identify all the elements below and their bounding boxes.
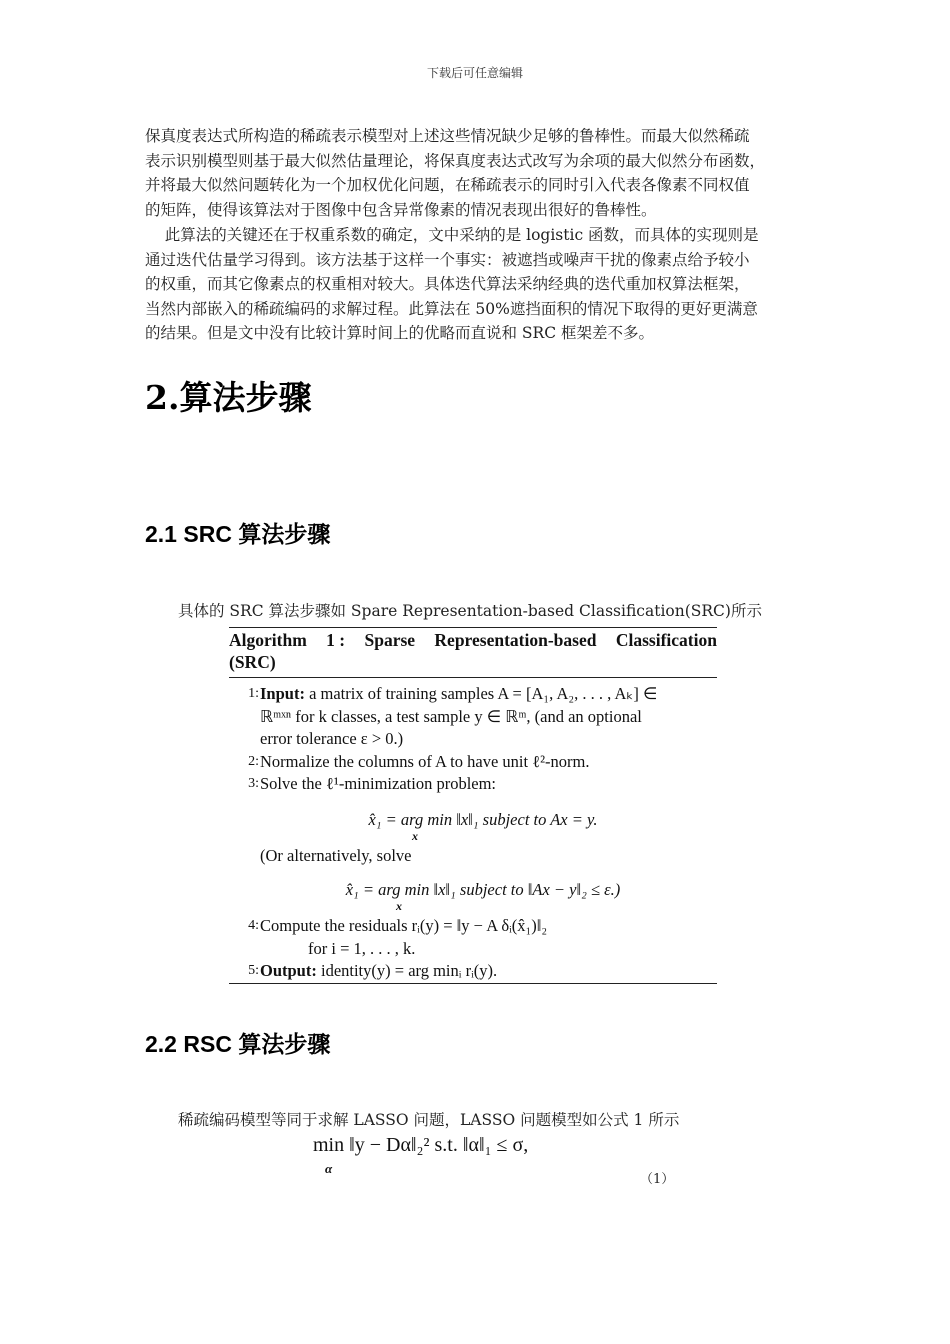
algorithm-box — [229, 627, 717, 983]
step-number: 1: — [248, 686, 259, 701]
algorithm-title-word: (SRC) — [229, 652, 276, 672]
step-text: Compute the residuals rᵢ(y) = ‖y − A δᵢ(x̂₁)‖₂ — [260, 916, 548, 935]
step-number: 4: — [248, 918, 259, 933]
algorithm-equation-2 — [229, 879, 717, 915]
equation-subscript: α — [325, 1161, 333, 1176]
algorithm-title-word: Algorithm — [229, 630, 307, 650]
paragraph-line: 表示识别模型则基于最大似然估量理论，将保真度表达式改写为余项的最大似然分布函数， — [145, 151, 766, 170]
step-text: Solve the ℓ¹-minimization problem: — [260, 774, 497, 793]
equation-subscript: x — [412, 828, 418, 843]
algorithm-step-1 — [229, 683, 717, 706]
algorithm-title-word: Representation-based — [434, 630, 597, 650]
page-header: 下载后可任意编辑 — [426, 66, 523, 80]
equation-number: （1） — [640, 1172, 675, 1187]
subsection-heading-src: 2.1 SRC 算法步骤 — [145, 521, 331, 547]
algorithm-step-4 — [229, 915, 717, 938]
step-text: a matrix of training samples A = [A₁, A₂, . . . , Aₖ] ∈ — [304, 684, 658, 703]
section-heading: 2.算法步骤 — [145, 378, 312, 417]
paragraph-2 — [145, 223, 805, 346]
algorithm-step-3 — [229, 773, 717, 796]
algorithm-title-word: Classification — [615, 630, 717, 650]
paragraph-line: 并将最大似然问题转化为一个加权优化问题，在稀疏表示的同时引入代表各像素不同权值 — [145, 176, 750, 194]
step-text: Normalize the columns of A to have unit ℓ²-norm. — [260, 751, 590, 771]
paragraph-line: 的矩阵，使得该算法对于图像中包含异常像素的情况表现出很好的鲁棒性。 — [145, 200, 657, 219]
paragraph-1 — [145, 124, 805, 222]
algorithm-title-word: 1 : — [326, 630, 346, 650]
paragraph-line: 的结果。但是文中没有比较计算时间上的优略而直说和 SRC 框架差不多。 — [145, 324, 655, 342]
step-number: 2: — [248, 753, 259, 769]
src-intro-text: 具体的 SRC 算法步骤如 Spare Representation-based Classification(SRC)所示 — [178, 602, 762, 620]
algorithm-step-2 — [229, 751, 717, 774]
algorithm-bottom-rule — [229, 983, 717, 984]
step-text: for i = 1, . . . , k. — [308, 938, 416, 958]
step-label: Input: — [260, 684, 305, 703]
step-number: 3: — [248, 776, 259, 791]
algorithm-title — [229, 628, 717, 673]
paragraph-line: 保真度表达式所构造的稀疏表示模型对上述这些情况缺少足够的鲁棒性。而最大似然稀疏 — [145, 127, 750, 145]
algorithm-step-5 — [229, 960, 717, 983]
algorithm-equation-1 — [229, 809, 717, 845]
paragraph-line: 此算法的关键还在于权重系数的确定，文中采纳的是 logistic 函数，而具体的实现则是 — [145, 226, 759, 244]
step-text: identity(y) = arg minᵢ rᵢ(y). — [316, 961, 498, 980]
step-number: 5: — [248, 963, 259, 978]
paragraph-line: 通过迭代估量学习得到。该方法基于这样一个事实：被遮挡或噪声干扰的像素点给予较小 — [145, 250, 750, 269]
step-label: Output: — [260, 961, 317, 980]
rsc-intro-text: 稀疏编码模型等同于求解 LASSO 问题，LASSO 问题模型如公式 1 所示 — [178, 1111, 680, 1129]
step-text: error tolerance ε > 0.) — [260, 729, 404, 748]
lasso-equation — [313, 1134, 529, 1176]
step-text: (Or alternatively, solve — [260, 845, 412, 865]
step-text: ℝᵐˣⁿ for k classes, a test sample y ∈ ℝᵐ, (and an optional — [260, 706, 642, 726]
equation-subscript: x — [396, 899, 402, 913]
paragraph-line: 的权重，而其它像素点的权重相对较大。具体迭代算法采纳经典的迭代重加权算法框架， — [145, 275, 750, 293]
algorithm-title-word: Sparse — [364, 630, 416, 650]
equation-text: min ‖y − Dα‖₂² s.t. ‖α‖₁ ≤ σ, — [313, 1134, 529, 1156]
equation-text: x̂₁ = arg min ‖x‖₁ subject to ‖Ax − y‖₂ ≤ ε.) — [345, 880, 621, 899]
equation-text: x̂₁ = arg min ‖x‖₁ subject to Ax = y. — [368, 809, 598, 829]
paragraph-line: 当然内部嵌入的稀疏编码的求解过程。此算法在 50%遮挡面积的情况下取得的更好更满意 — [145, 299, 758, 318]
subsection-heading-rsc: 2.2 RSC 算法步骤 — [145, 1031, 331, 1057]
